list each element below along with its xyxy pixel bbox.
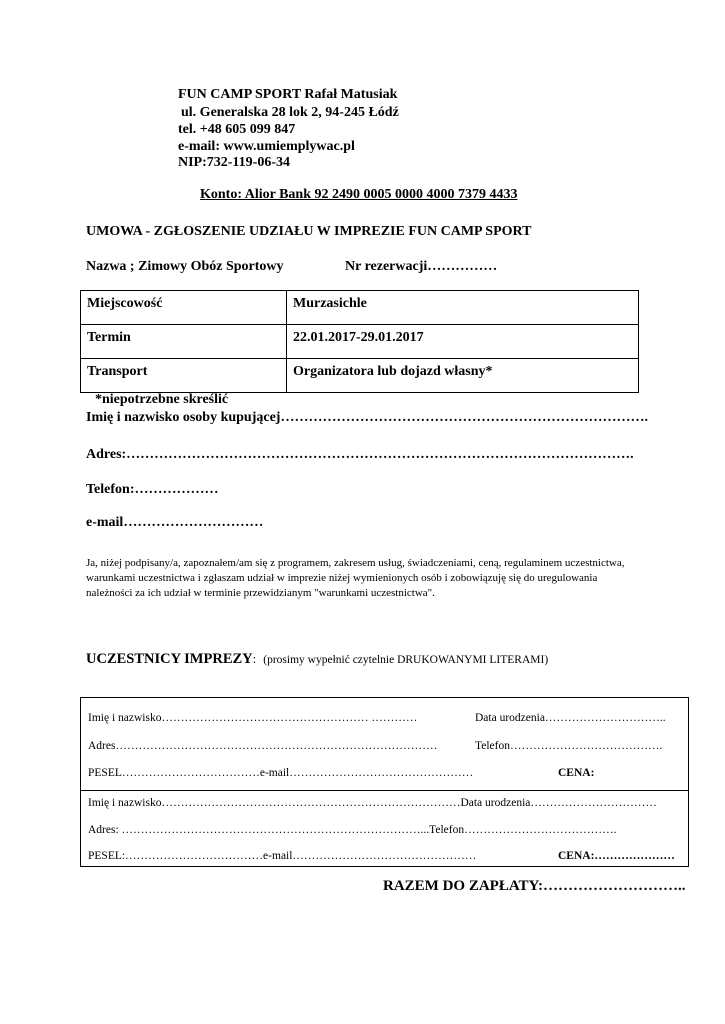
table-row (81, 291, 639, 325)
company-name: FUN CAMP SPORT Rafał Matusiak (178, 87, 398, 102)
participant-price-label: CENA: (558, 767, 595, 779)
company-phone: tel. +48 605 099 847 (178, 122, 296, 137)
company-nip: NIP:732-119-06-34 (178, 155, 290, 170)
total-to-pay: RAZEM DO ZAPŁATY:……………………….. (383, 878, 686, 894)
participant-address-field[interactable]: Adres: ……………………………………………………………………...Telefon…………………………………. (88, 824, 617, 836)
bank-account: Konto: Alior Bank 92 2490 0005 0000 4000 7379 4433 (200, 187, 518, 202)
participants-heading: UCZESTNICY IMPREZY (86, 651, 253, 667)
buyer-address-field[interactable]: Adres:………………………………………………………………………………………………. (86, 447, 634, 462)
buyer-phone-field[interactable]: Telefon:……………… (86, 482, 219, 497)
footnote: *niepotrzebne skreślić (95, 392, 229, 407)
table-row (81, 359, 639, 393)
table-cell-value: Murzasichle (287, 291, 639, 325)
participant-divider (81, 790, 688, 791)
buyer-name-field[interactable]: Imię i nazwisko osoby kupującej……………………………………………………………………. (86, 410, 648, 425)
participants-note: (prosimy wypełnić czytelnie DRUKOWANYMI LITERAMI) (263, 654, 549, 666)
participant-dob-field[interactable]: Data urodzenia………………………….. (475, 712, 666, 724)
event-info-table (80, 290, 639, 393)
participant-address-field[interactable]: Adres………………………………………………………………………… (88, 740, 438, 752)
table-cell-label: Termin (81, 325, 287, 359)
company-email: e-mail: www.umiemplywac.pl (178, 139, 355, 154)
reservation-number: Nr rezerwacji…………… (345, 259, 498, 274)
declaration-line: warunkami uczestnictwa i zgłaszam udział w imprezie niżej wymienionych osób i zobowiązuję się do uregulowania (86, 572, 598, 584)
participant-pesel-field[interactable]: PESEL:………………………………e-mail………………………………………… (88, 850, 477, 862)
declaration-line: Ja, niżej podpisany/a, zapoznałem/am się z programem, zakresem usług, świadczeniami, ceną, regulaminem uczestnictwa, (86, 557, 625, 569)
table-cell-label: Miejscowość (81, 291, 287, 325)
participant-phone-field[interactable]: Telefon…………………………………. (475, 740, 663, 752)
participant-price-field[interactable] (558, 850, 675, 862)
company-address: ul. Generalska 28 lok 2, 94-245 Łódź (181, 105, 399, 120)
table-cell-value: Organizatora lub dojazd własny* (287, 359, 639, 393)
participants-heading-row (86, 650, 548, 668)
event-name: Nazwa ; Zimowy Obóz Sportowy (86, 259, 284, 274)
document-title: UMOWA - ZGŁOSZENIE UDZIAŁU W IMPREZIE FUN CAMP SPORT (86, 224, 532, 239)
participant-name-field[interactable]: Imię i nazwisko……………………………………………………………………Data urodzenia…………………………… (88, 797, 657, 809)
participant-price-label: CENA:………………… (558, 850, 675, 862)
participant-pesel-field[interactable]: PESEL………………………………e-mail………………………………………… (88, 767, 474, 779)
buyer-email-field[interactable]: e-mail………………………… (86, 515, 264, 530)
participants-box (80, 697, 689, 867)
participant-name-field[interactable]: Imię i nazwisko……………………………………………… ………… (88, 712, 418, 724)
table-cell-label: Transport (81, 359, 287, 393)
table-row (81, 325, 639, 359)
declaration-line: należności za ich udział w terminie przewidzianym "warunkami uczestnictwa". (86, 587, 435, 599)
participants-heading-colon: : (252, 651, 257, 666)
table-cell-value: 22.01.2017-29.01.2017 (287, 325, 639, 359)
